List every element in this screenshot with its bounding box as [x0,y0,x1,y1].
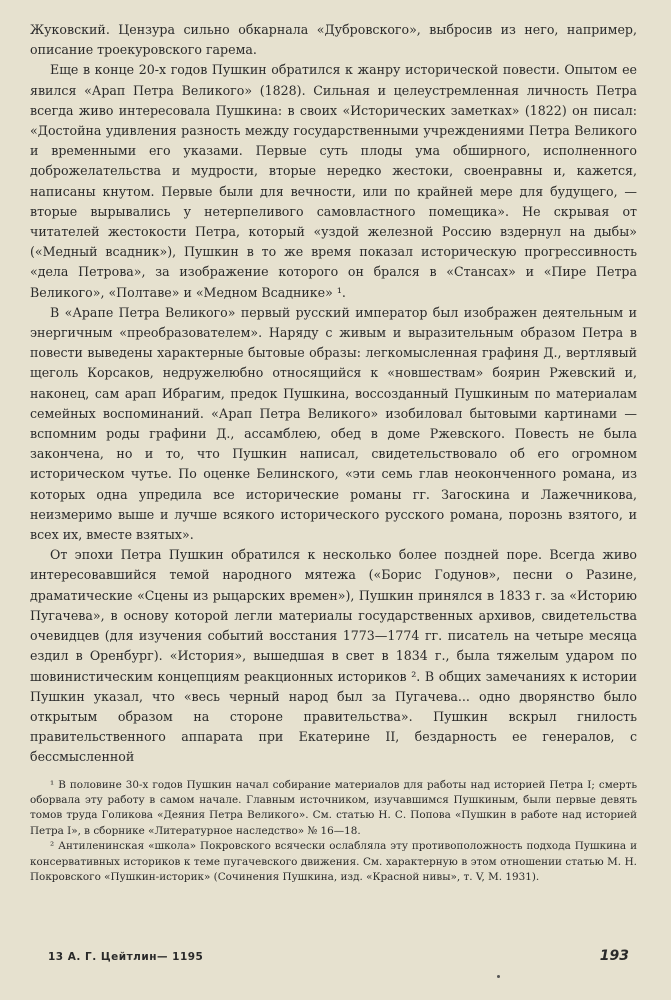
paragraph-4: От эпохи Петра Пушкин обратился к несколько более поздней поре. Всегда живо интересовавшийся темой народного мятежа («Борис Годунов», песни о Разине, драматические «Сцены из рыцарских времен»), Пушкин принялся в 1833 г. за «Историю Пугачева», в основу которой легли материалы государственных архивов, свидетельства очевидцев (для изучения событий восстания 1773—1774 гг. писатель на четыре месяца ездил в Оренбург). «История», вышедшая в свет в 1834 г., была тяжелым ударом по шовинистическим концепциям реакционных историков ². В общих замечаниях к истории Пушкин указал, что «весь черный народ был за Пугачева... одно дворянство было открытым образом на стороне правительства». Пушкин вскрыл гнилость правительственного аппарата при Екатерине II, бездарность ее генералов, с бессмысленной [30,547,637,765]
footnote-2: ² Антиленинская «школа» Покровского всячески ослабляла эту противоположность подхода Пушкина и консервативных историков к теме пугачевского движения. См. характерную в этом отношении статью М. Н. Покровского «Пушкин-историк» (Сочинения Пушкина, изд. «Красной нивы», т. V, М. 1931). [30,840,637,883]
footnotes [30,778,637,886]
page-number: 193 [599,948,629,964]
printer-signature: 13 А. Г. Цейтлин— 1195 [48,951,204,963]
main-text [30,20,637,768]
paragraph-1: Жуковский. Цензура сильно обкарнала «Дубровского», выбросив из него, например, описание троекуровского гарема. [30,22,637,58]
paragraph-3: В «Арапе Петра Великого» первый русский император был изображен деятельным и энергичным «преобразователем». Наряду с живым и выразительным образом Петра в повести выведены характерные бытовые образы: легкомысленная графиня Д., вертлявый щеголь Корсаков, недружелюбно относящийся к «новшествам» боярин Ржевский и, наконец, сам арап Ибрагим, предок Пушкина, воссозданный Пушкиным по материалам семейных воспоминаний. «Арап Петра Великого» изобиловал бытовыми картинами — вспомним роды графини Д., ассамблею, обед в доме Ржевского. Повесть не была закончена, но и то, что Пушкин написал, свидетельствовало об его огромном историческом чутье. По оценке Белинского, «эти семь глав неоконченного романа, из которых одна упредила все исторические романы гг. Загоскина и Лажечникова, неизмеримо выше и лучше всякого исторического русского романа, порознь взятого, и всех их, вместе взятых». [30,304,637,543]
page-footer [48,948,629,964]
footnote-1: ¹ В половине 30-х годов Пушкин начал собирание материалов для работы над историей Петра I; смерть оборвала эту работу в самом начале. Главным источником, изучавшимся Пушкиным, были первые девять томов труда Голикова «Деяния Петра Великого». См. статью Н. С. Попова «Пушкин в работе над историей Петра I», в сборнике «Литературное наследство» № 16—18. [30,778,637,837]
ink-speck [497,975,500,978]
paragraph-2: Еще в конце 20-х годов Пушкин обратился к жанру исторической повести. Опытом ее явился «Арап Петра Великого» (1828). Сильная и целеустремленная личность Петра всегда живо интересовала Пушкина: в своих «Исторических заметках» (1822) он писал: «Достойна удивления разность между государственными учреждениями Петра Великого и временными его указами. Первые суть плоды ума обширного, исполненного доброжелательства и мудрости, вторые нередко жестоки, своенравны и, кажется, написаны кнутом. Первые были для вечности, или по крайней мере для будущего, — вторые вырывались у нетерпеливого самовластного помещика». Не скрывая от читателей жестокости Петра, который «уздой железной Россию вздернул на дыбы» («Медный всадник»), Пушкин в то же время показал историческую прогрессивность «дела Петрова», за изображение которого он брался в «Стансах» и «Пире Петра Великого», «Полтаве» и «Медном Всаднике» ¹. [30,62,637,300]
